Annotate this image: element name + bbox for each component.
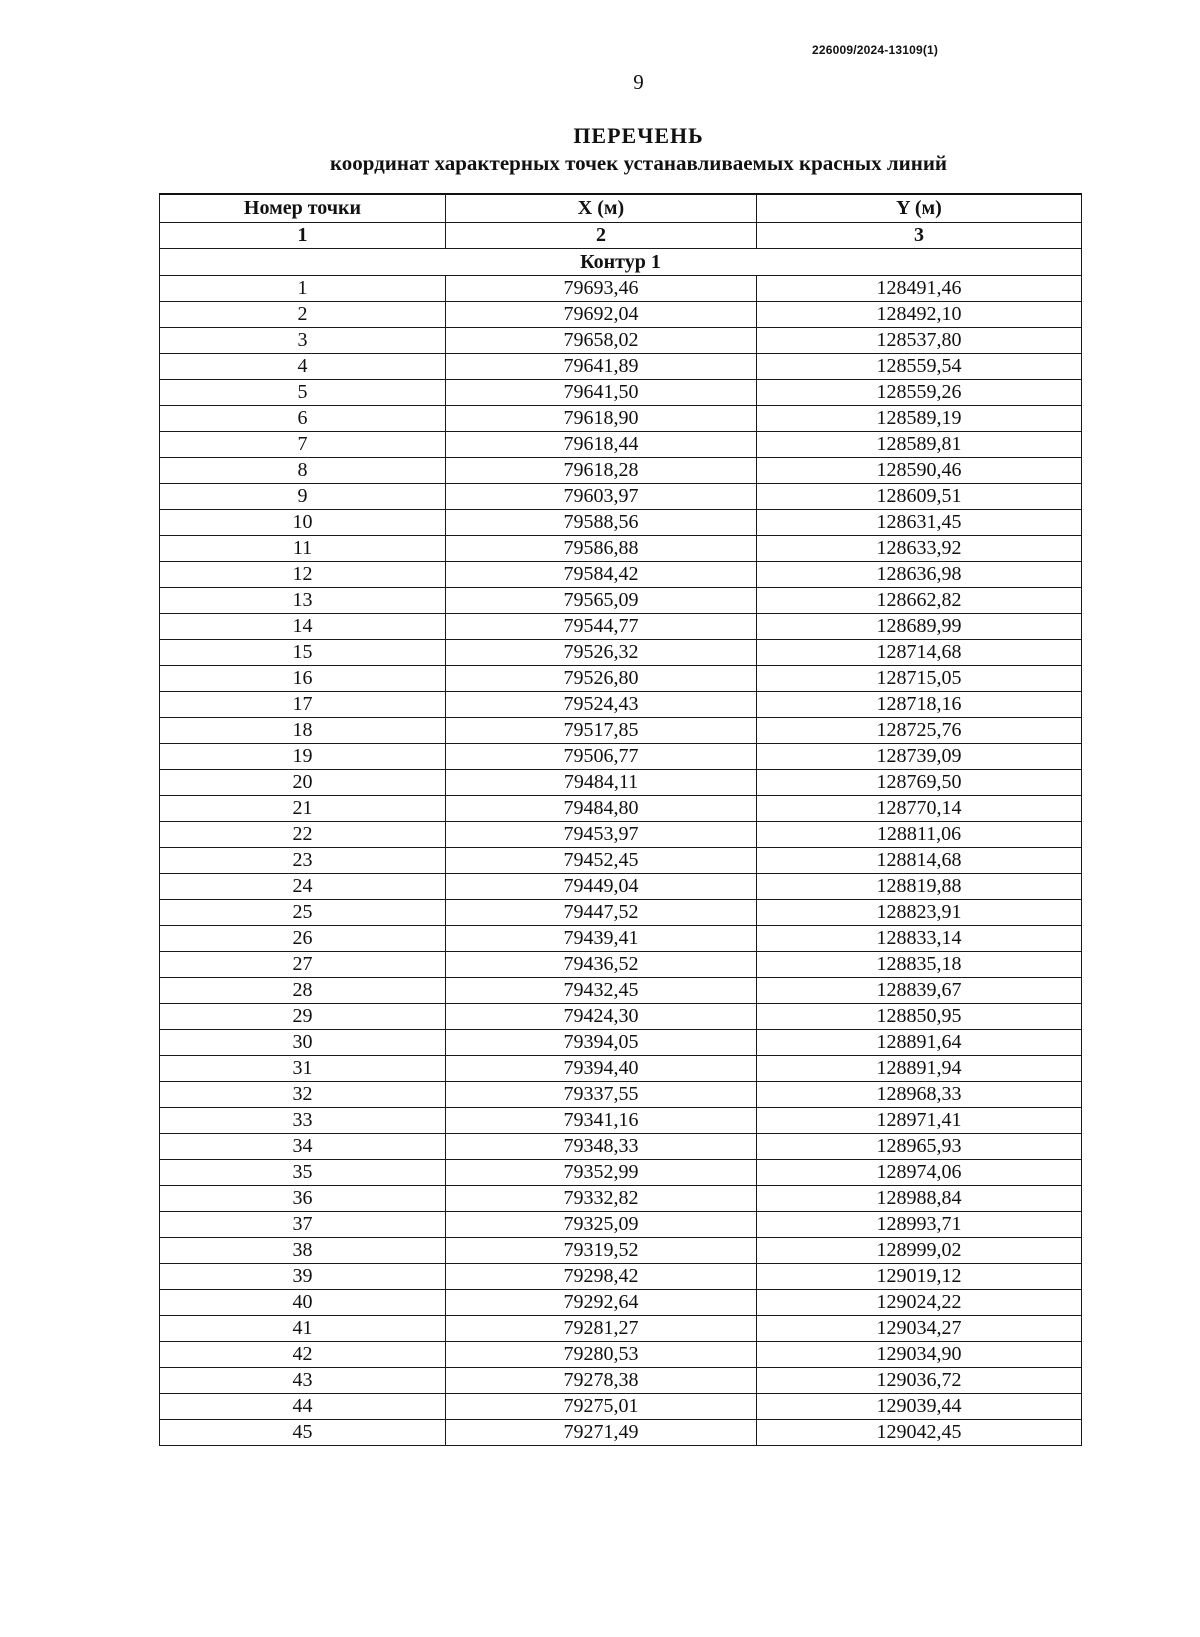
cell-x: 79641,89: [446, 354, 757, 380]
column-number-3: 3: [757, 223, 1082, 249]
table-row: [160, 510, 1082, 536]
cell-y: 128715,05: [757, 666, 1082, 692]
cell-x: 79348,33: [446, 1134, 757, 1160]
table-row: [160, 718, 1082, 744]
cell-point-number: 39: [160, 1264, 446, 1290]
cell-point-number: 9: [160, 484, 446, 510]
cell-point-number: 18: [160, 718, 446, 744]
cell-point-number: 32: [160, 1082, 446, 1108]
cell-point-number: 7: [160, 432, 446, 458]
cell-point-number: 37: [160, 1212, 446, 1238]
cell-y: 128559,26: [757, 380, 1082, 406]
column-number-1: 1: [160, 223, 446, 249]
cell-point-number: 12: [160, 562, 446, 588]
cell-y: 129042,45: [757, 1420, 1082, 1446]
cell-y: 128850,95: [757, 1004, 1082, 1030]
cell-y: 128689,99: [757, 614, 1082, 640]
table-row: [160, 1264, 1082, 1290]
table-row: [160, 1212, 1082, 1238]
cell-y: 128714,68: [757, 640, 1082, 666]
table-row: [160, 302, 1082, 328]
cell-x: 79618,90: [446, 406, 757, 432]
cell-point-number: 44: [160, 1394, 446, 1420]
cell-x: 79394,05: [446, 1030, 757, 1056]
cell-y: 129034,27: [757, 1316, 1082, 1342]
cell-x: 79298,42: [446, 1264, 757, 1290]
cell-point-number: 10: [160, 510, 446, 536]
cell-point-number: 11: [160, 536, 446, 562]
table-row: [160, 1420, 1082, 1446]
cell-point-number: 33: [160, 1108, 446, 1134]
cell-y: 128891,64: [757, 1030, 1082, 1056]
cell-x: 79452,45: [446, 848, 757, 874]
table-header-row: [160, 194, 1082, 223]
cell-y: 129024,22: [757, 1290, 1082, 1316]
cell-point-number: 38: [160, 1238, 446, 1264]
cell-point-number: 16: [160, 666, 446, 692]
cell-y: 128819,88: [757, 874, 1082, 900]
table-row: [160, 1290, 1082, 1316]
cell-point-number: 2: [160, 302, 446, 328]
cell-y: 128633,92: [757, 536, 1082, 562]
cell-x: 79271,49: [446, 1420, 757, 1446]
cell-x: 79565,09: [446, 588, 757, 614]
cell-y: 128662,82: [757, 588, 1082, 614]
cell-point-number: 43: [160, 1368, 446, 1394]
cell-y: 129036,72: [757, 1368, 1082, 1394]
cell-y: 128839,67: [757, 978, 1082, 1004]
cell-x: 79449,04: [446, 874, 757, 900]
document-title: ПЕРЕЧЕНЬ: [573, 123, 704, 148]
table-row: [160, 1368, 1082, 1394]
table-row: [160, 432, 1082, 458]
cell-point-number: 35: [160, 1160, 446, 1186]
section-row: [160, 249, 1082, 276]
cell-point-number: 45: [160, 1420, 446, 1446]
cell-y: 128725,76: [757, 718, 1082, 744]
cell-point-number: 30: [160, 1030, 446, 1056]
cell-x: 79394,40: [446, 1056, 757, 1082]
cell-x: 79447,52: [446, 900, 757, 926]
cell-y: 128968,33: [757, 1082, 1082, 1108]
table-row: [160, 1238, 1082, 1264]
table-row: [160, 458, 1082, 484]
cell-x: 79658,02: [446, 328, 757, 354]
cell-x: 79292,64: [446, 1290, 757, 1316]
cell-y: 128833,14: [757, 926, 1082, 952]
cell-x: 79280,53: [446, 1342, 757, 1368]
cell-point-number: 19: [160, 744, 446, 770]
table-row: [160, 1186, 1082, 1212]
table-row: [160, 562, 1082, 588]
cell-x: 79517,85: [446, 718, 757, 744]
cell-point-number: 36: [160, 1186, 446, 1212]
cell-point-number: 6: [160, 406, 446, 432]
document-id: 226009/2024-13109(1): [812, 43, 939, 57]
header-x: X (м): [446, 194, 757, 223]
cell-point-number: 8: [160, 458, 446, 484]
table-row: [160, 822, 1082, 848]
cell-y: 128589,81: [757, 432, 1082, 458]
table-row: [160, 328, 1082, 354]
cell-point-number: 40: [160, 1290, 446, 1316]
cell-point-number: 25: [160, 900, 446, 926]
cell-x: 79278,38: [446, 1368, 757, 1394]
cell-y: 128718,16: [757, 692, 1082, 718]
cell-x: 79319,52: [446, 1238, 757, 1264]
cell-y: 128988,84: [757, 1186, 1082, 1212]
table-row: [160, 952, 1082, 978]
cell-x: 79484,80: [446, 796, 757, 822]
cell-point-number: 31: [160, 1056, 446, 1082]
table-row: [160, 640, 1082, 666]
cell-point-number: 24: [160, 874, 446, 900]
cell-x: 79275,01: [446, 1394, 757, 1420]
cell-x: 79618,44: [446, 432, 757, 458]
cell-point-number: 28: [160, 978, 446, 1004]
cell-y: 128609,51: [757, 484, 1082, 510]
table-row: [160, 380, 1082, 406]
table-row: [160, 1394, 1082, 1420]
cell-x: 79618,28: [446, 458, 757, 484]
cell-point-number: 29: [160, 1004, 446, 1030]
cell-y: 128965,93: [757, 1134, 1082, 1160]
cell-x: 79693,46: [446, 276, 757, 302]
table-row: [160, 848, 1082, 874]
cell-y: 128769,50: [757, 770, 1082, 796]
cell-y: 129039,44: [757, 1394, 1082, 1420]
table-row: [160, 1316, 1082, 1342]
cell-point-number: 20: [160, 770, 446, 796]
table-row: [160, 1056, 1082, 1082]
cell-y: 128631,45: [757, 510, 1082, 536]
cell-x: 79432,45: [446, 978, 757, 1004]
cell-x: 79506,77: [446, 744, 757, 770]
document-subtitle: координат характерных точек устанавливаемых красных линий: [329, 151, 948, 175]
table-row: [160, 1160, 1082, 1186]
cell-y: 128891,94: [757, 1056, 1082, 1082]
table-row: [160, 354, 1082, 380]
table-row: [160, 614, 1082, 640]
cell-point-number: 1: [160, 276, 446, 302]
cell-y: 128559,54: [757, 354, 1082, 380]
cell-x: 79544,77: [446, 614, 757, 640]
table-row: [160, 796, 1082, 822]
cell-point-number: 41: [160, 1316, 446, 1342]
cell-point-number: 23: [160, 848, 446, 874]
cell-x: 79341,16: [446, 1108, 757, 1134]
cell-x: 79332,82: [446, 1186, 757, 1212]
cell-x: 79325,09: [446, 1212, 757, 1238]
table-row: [160, 276, 1082, 302]
table-body: [160, 276, 1082, 1446]
table-row: [160, 874, 1082, 900]
cell-x: 79424,30: [446, 1004, 757, 1030]
cell-x: 79584,42: [446, 562, 757, 588]
cell-x: 79586,88: [446, 536, 757, 562]
cell-point-number: 26: [160, 926, 446, 952]
cell-point-number: 22: [160, 822, 446, 848]
cell-point-number: 15: [160, 640, 446, 666]
cell-x: 79641,50: [446, 380, 757, 406]
cell-point-number: 13: [160, 588, 446, 614]
cell-x: 79436,52: [446, 952, 757, 978]
table-row: [160, 770, 1082, 796]
cell-y: 128590,46: [757, 458, 1082, 484]
header-y: Y (м): [757, 194, 1082, 223]
cell-y: 128537,80: [757, 328, 1082, 354]
table-row: [160, 692, 1082, 718]
table-row: [160, 978, 1082, 1004]
cell-y: 128835,18: [757, 952, 1082, 978]
cell-point-number: 21: [160, 796, 446, 822]
cell-y: 128491,46: [757, 276, 1082, 302]
cell-y: 128811,06: [757, 822, 1082, 848]
table-row: [160, 406, 1082, 432]
cell-x: 79337,55: [446, 1082, 757, 1108]
table-row: [160, 1342, 1082, 1368]
cell-y: 129034,90: [757, 1342, 1082, 1368]
cell-x: 79439,41: [446, 926, 757, 952]
table-row: [160, 666, 1082, 692]
cell-x: 79281,27: [446, 1316, 757, 1342]
cell-point-number: 27: [160, 952, 446, 978]
cell-point-number: 42: [160, 1342, 446, 1368]
cell-x: 79526,80: [446, 666, 757, 692]
cell-point-number: 3: [160, 328, 446, 354]
table-row: [160, 536, 1082, 562]
table-row: [160, 1082, 1082, 1108]
cell-y: 128636,98: [757, 562, 1082, 588]
cell-x: 79524,43: [446, 692, 757, 718]
cell-y: 128589,19: [757, 406, 1082, 432]
cell-y: 128770,14: [757, 796, 1082, 822]
cell-y: 128814,68: [757, 848, 1082, 874]
table-row: [160, 744, 1082, 770]
cell-x: 79484,11: [446, 770, 757, 796]
section-label: Контур 1: [160, 249, 1082, 276]
table-row: [160, 484, 1082, 510]
table-row: [160, 900, 1082, 926]
column-number-row: [160, 223, 1082, 249]
cell-y: 128823,91: [757, 900, 1082, 926]
column-number-2: 2: [446, 223, 757, 249]
cell-x: 79453,97: [446, 822, 757, 848]
cell-x: 79588,56: [446, 510, 757, 536]
cell-x: 79526,32: [446, 640, 757, 666]
table-row: [160, 1108, 1082, 1134]
cell-x: 79603,97: [446, 484, 757, 510]
cell-y: 128739,09: [757, 744, 1082, 770]
table-row: [160, 1030, 1082, 1056]
cell-x: 79352,99: [446, 1160, 757, 1186]
cell-x: 79692,04: [446, 302, 757, 328]
cell-y: 128993,71: [757, 1212, 1082, 1238]
table-row: [160, 1004, 1082, 1030]
table-row: [160, 1134, 1082, 1160]
cell-point-number: 5: [160, 380, 446, 406]
header-point-number: Номер точки: [160, 194, 446, 223]
table-row: [160, 926, 1082, 952]
cell-y: 128492,10: [757, 302, 1082, 328]
cell-y: 128971,41: [757, 1108, 1082, 1134]
table-row: [160, 588, 1082, 614]
cell-point-number: 17: [160, 692, 446, 718]
cell-point-number: 14: [160, 614, 446, 640]
cell-point-number: 34: [160, 1134, 446, 1160]
cell-y: 128999,02: [757, 1238, 1082, 1264]
cell-y: 129019,12: [757, 1264, 1082, 1290]
page-number: 9: [633, 70, 644, 94]
coordinates-table: [159, 193, 1082, 1446]
cell-point-number: 4: [160, 354, 446, 380]
cell-y: 128974,06: [757, 1160, 1082, 1186]
